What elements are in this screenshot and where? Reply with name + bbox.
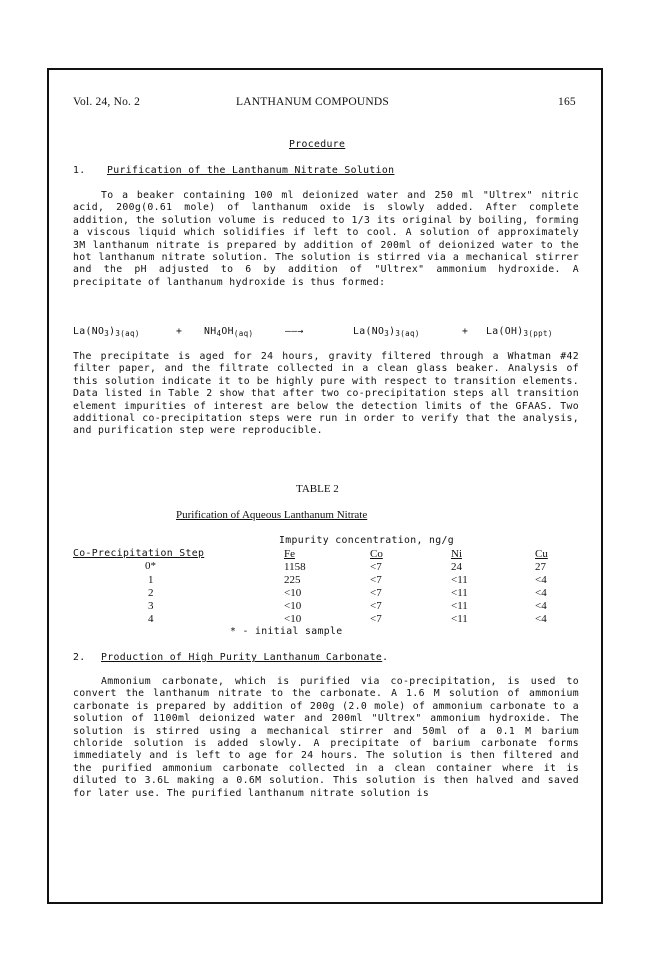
table-col-fe: Fe <box>284 548 295 560</box>
equation-product2: $La(OH)_{3(ppt)}$ <box>486 326 553 338</box>
table-cell: 225 <box>284 574 301 586</box>
table-cell: <4 <box>535 600 547 612</box>
table-cell-step: 0* <box>145 560 156 572</box>
table-cell: <7 <box>370 574 382 586</box>
table-cell-step: 1 <box>148 574 154 586</box>
section2-number: 2. <box>73 652 86 663</box>
table-col-ni: Ni <box>451 548 462 560</box>
table-cell: <11 <box>451 613 468 625</box>
table-cell: <7 <box>370 561 382 573</box>
table-cell: <10 <box>284 587 302 599</box>
table-cell: 24 <box>451 561 462 573</box>
equation-product1: $La(NO_3)_{3(aq)}$ <box>353 326 420 338</box>
table-cell: <10 <box>284 613 302 625</box>
table-cell: <7 <box>370 587 382 599</box>
section1-paragraph2: The precipitate is aged for 24 hours, gravity filtered through a Whatman #42 filter paper, and the filtrate collected in a clean glass beaker. Analysis of this solution indicate it to be highly pure with respect to transition elements. Data listed in Table 2 show that after two co-precipitation steps all transition element impurities of interest are below the detection limits of the GFAAS. Two additional co-precipitation steps were run in order to verify that the analysis, and purification step were reproducible. <box>73 351 579 437</box>
section1-number: 1. <box>73 165 86 176</box>
procedure-heading: Procedure <box>289 139 346 150</box>
section1-paragraph1: To a beaker containing 100 ml deionized water and 250 ml "Ultrex" nitric acid, 200g(0.61 mole) of lanthanum oxide is slowly added. After complete addition, the solution volume is reduced to 1/3 its original by boiling, forming a viscous liquid which solidifies if left to cool. A solution of approximately 3M lanthanum nitrate is prepared by addition of 200ml of deionized water to the hot lanthanum nitrate solution. The solution is stirred via a mechanical stirrer and the pH adjusted to 6 by addition of "Ultrex" ammonium hydroxide. A precipitate of lanthanum hydroxide is thus formed: <box>73 190 579 288</box>
table-label: TABLE 2 <box>296 483 339 495</box>
table-cell: 27 <box>535 561 546 573</box>
table-cell: 1158 <box>284 561 306 573</box>
table-title: Purification of Aqueous Lanthanum Nitrate <box>176 509 368 521</box>
table-cell-step: 4 <box>148 613 154 625</box>
equation-plus1: + <box>176 326 183 337</box>
table-col-cu: Cu <box>535 548 548 560</box>
table-cell: <11 <box>451 600 468 612</box>
table-footnote: * - initial sample <box>230 626 343 637</box>
section1-title: Purification of the Lanthanum Nitrate Solution <box>107 165 395 176</box>
table-cell: <7 <box>370 600 382 612</box>
table-cell: <11 <box>451 587 468 599</box>
equation-arrow: ——→ <box>285 326 304 337</box>
equation-plus2: + <box>462 326 469 337</box>
equation-reactant1: $La(NO_3)_{3(aq)}$ <box>73 326 140 338</box>
page-number: 165 <box>558 96 576 108</box>
running-title: LANTHANUM COMPOUNDS <box>236 96 389 108</box>
section2-title: Production of High Purity Lanthanum Carbonate <box>101 652 383 663</box>
volume-label: Vol. 24, No. 2 <box>73 96 141 108</box>
table-cell-step: 2 <box>148 587 154 599</box>
section2-paragraph: Ammonium carbonate, which is purified via co-precipitation, is used to convert the lanthanum nitrate to the carbonate. A 1.6 M solution of ammonium carbonate is prepared by addition of 200g (2.0 mole) of ammonium carbonate to a solution of 1100ml deionized water and 200ml "Ultrex" ammonium hydroxide. The solution is stirred using a mechanical stirrer and 50ml of a 0.1 M barium chloride solution is added slowly. A precipitate of barium carbonate forms immediately and is left to age for 24 hours. The solution is then filtered and the purified ammonium carbonate collected in a clean container where it is diluted to 3.6L making a 0.6M solution. This solution is then halved and saved for later use. The purified lanthanum nitrate solution is <box>73 676 579 799</box>
table-cell: <4 <box>535 613 547 625</box>
table-group-header: Impurity concentration, ng/g <box>279 535 454 546</box>
table-col-co: Co <box>370 548 383 560</box>
table-cell: <4 <box>535 587 547 599</box>
table-step-header: Co-Precipitation Step <box>73 548 205 559</box>
section2-heading: Production of High Purity Lanthanum Carbonate. <box>101 652 389 663</box>
table-cell-step: 3 <box>148 600 154 612</box>
table-cell: <11 <box>451 574 468 586</box>
table-cell: <7 <box>370 613 382 625</box>
table-cell: <4 <box>535 574 547 586</box>
table-cell: <10 <box>284 600 302 612</box>
equation-reactant2: $NH_4OH_{(aq)}$ <box>204 326 254 338</box>
